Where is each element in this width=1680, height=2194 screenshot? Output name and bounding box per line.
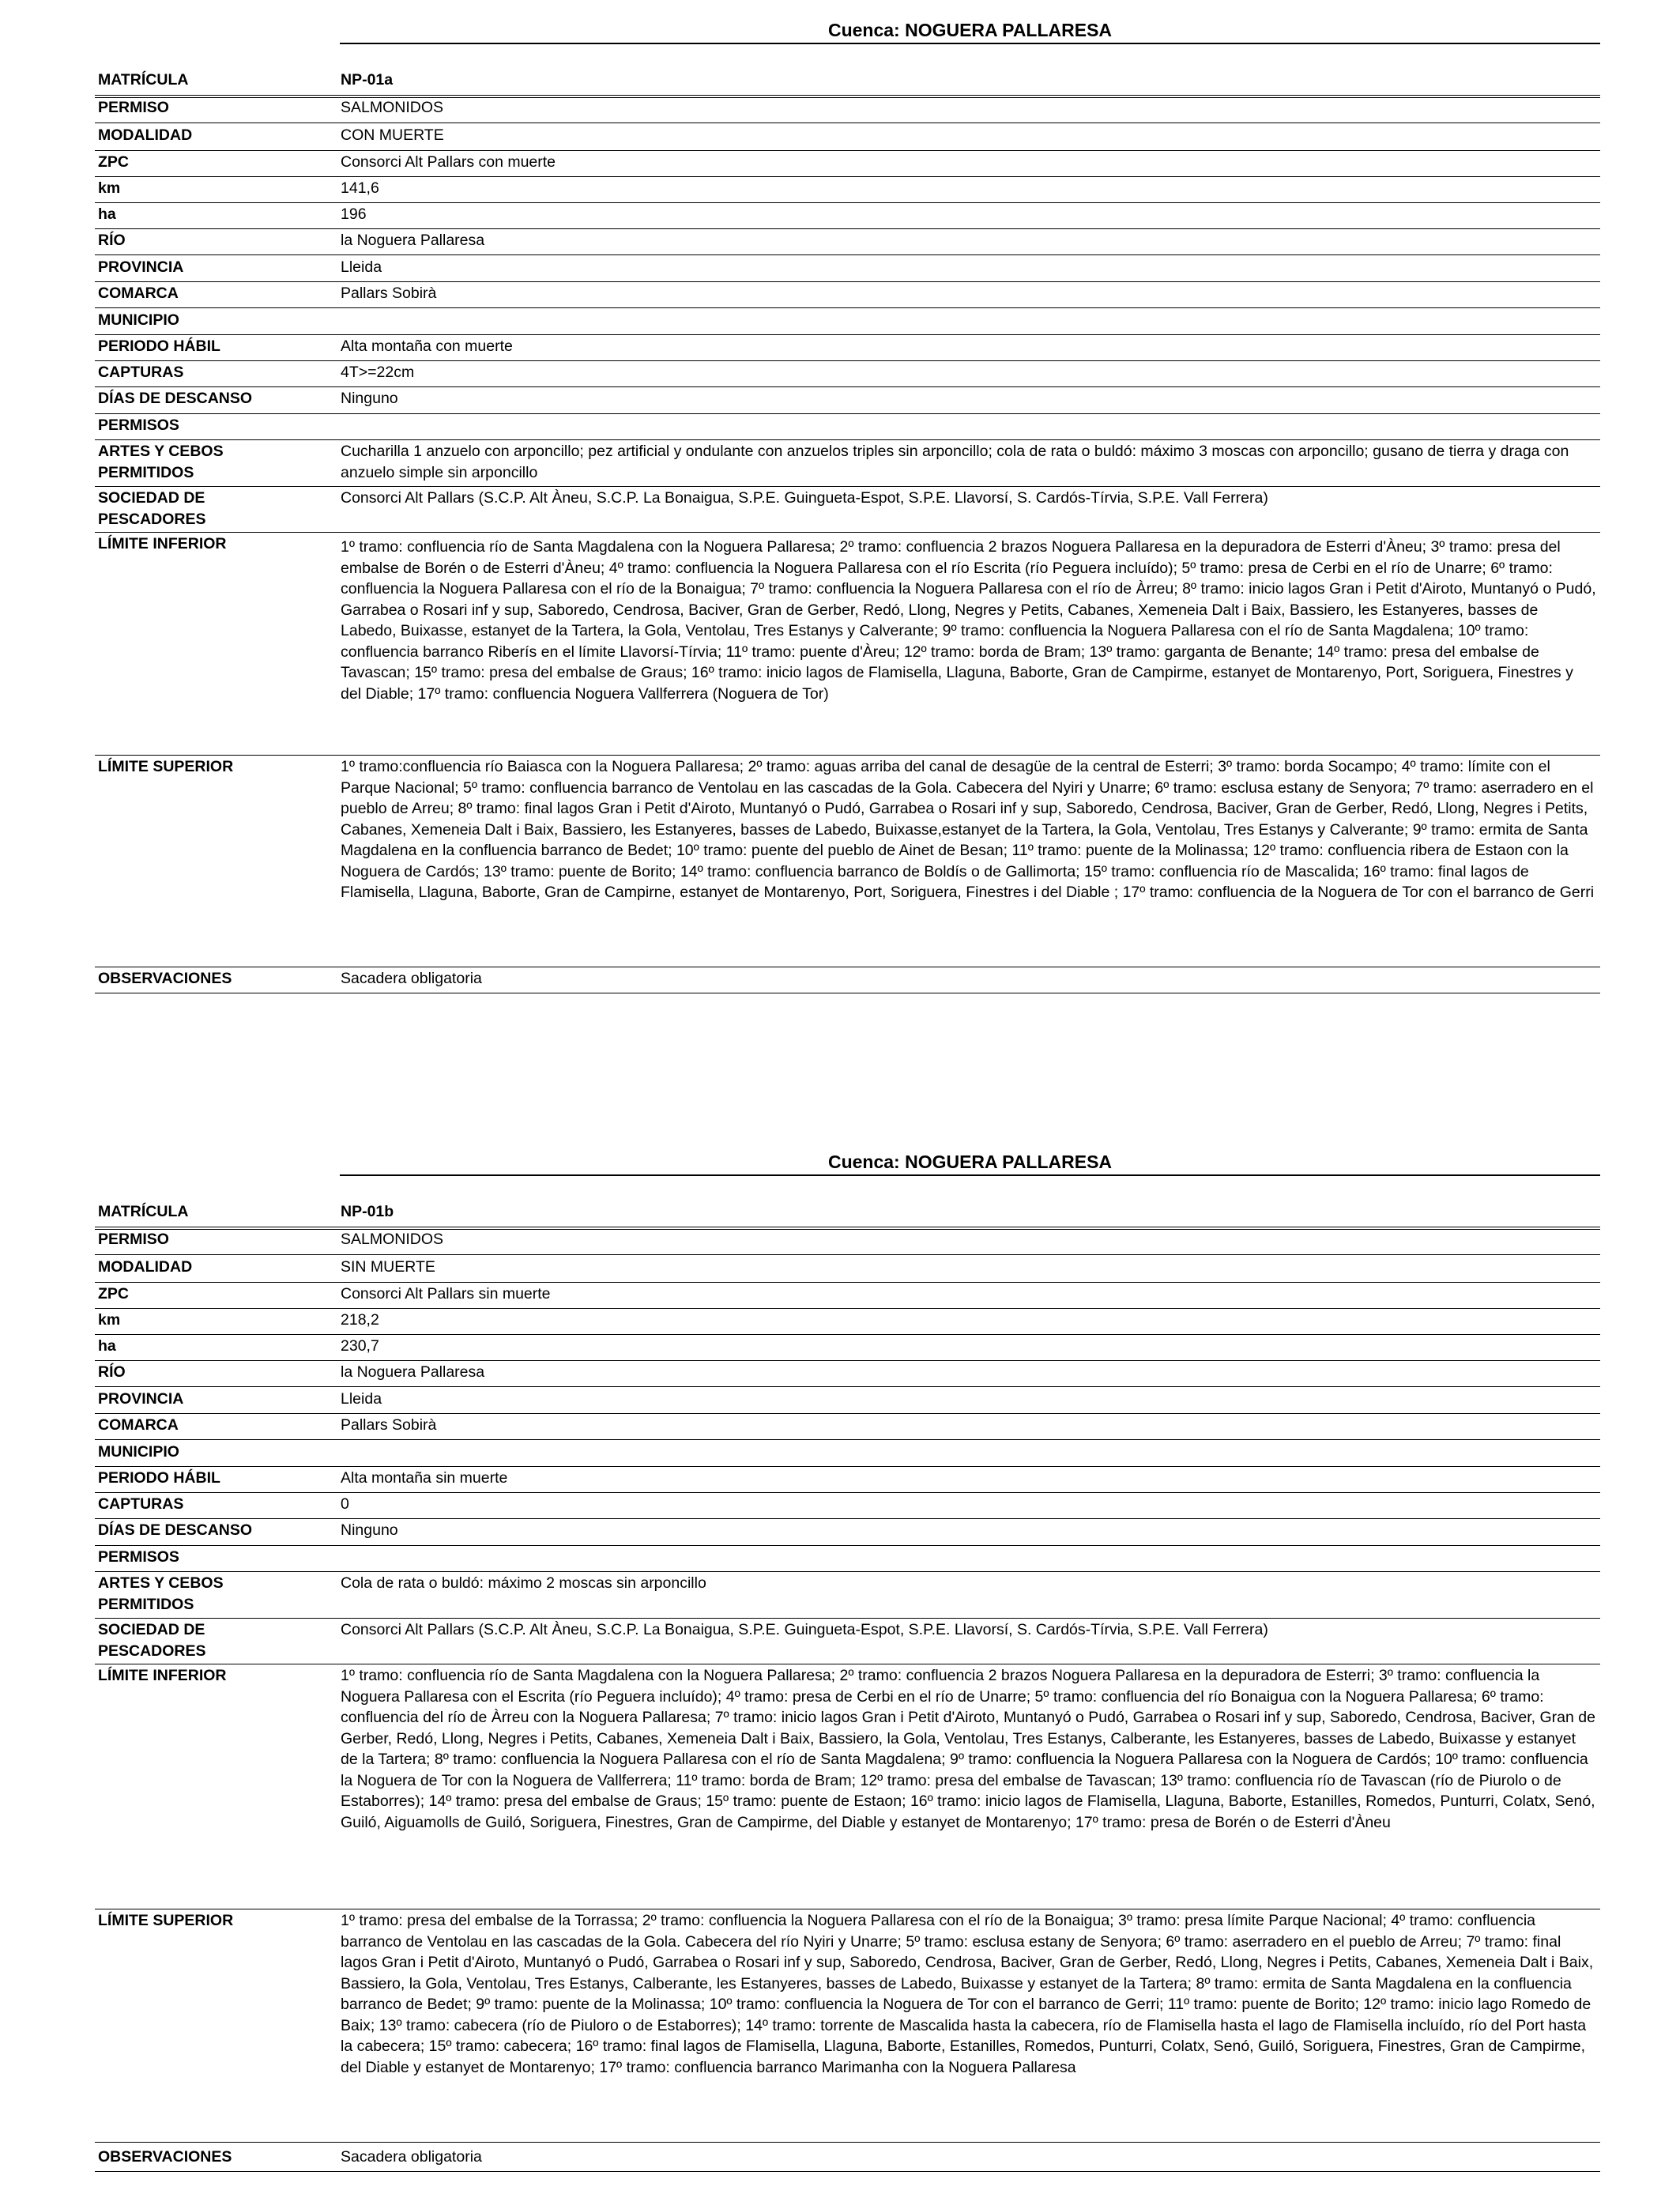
field-provincia xyxy=(95,1389,1600,1414)
field-label: PERMISO xyxy=(98,1231,169,1248)
field-value: Consorci Alt Pallars con muerte xyxy=(341,153,556,171)
field-label: MODALIDAD xyxy=(98,1258,193,1276)
field-limite-inferior xyxy=(95,1665,1600,1909)
field-label: ZPC xyxy=(98,1285,129,1302)
field-value: Pallars Sobirà xyxy=(341,1416,437,1434)
field-label: COMARCA xyxy=(98,1416,179,1434)
field-label: MUNICIPIO xyxy=(98,311,179,329)
field-label: MUNICIPIO xyxy=(98,1443,179,1461)
field-value: NP-01b xyxy=(341,1203,394,1220)
field-permisos xyxy=(95,415,1600,440)
field-label: RÍO xyxy=(98,1363,126,1381)
field-sociedad xyxy=(95,1619,1600,1664)
field-value: 230,7 xyxy=(341,1337,379,1355)
field-value: 141,6 xyxy=(341,179,379,197)
field-artes-cebos xyxy=(95,1573,1600,1619)
field-label: SOCIEDAD DE PESCADORES xyxy=(98,1621,206,1660)
field-label: PERIODO HÁBIL xyxy=(98,337,220,355)
field-permiso xyxy=(95,1229,1600,1255)
field-value: SALMONIDOS xyxy=(341,99,444,116)
field-label: ARTES Y CEBOS PERMITIDOS xyxy=(98,443,224,481)
field-label: ha xyxy=(98,205,116,223)
field-zpc xyxy=(95,1284,1600,1309)
field-limite-superior xyxy=(95,1910,1600,2143)
field-value: 4T>=22cm xyxy=(341,364,415,381)
field-value: Cola de rata o buldó: máximo 2 moscas sin arponcillo xyxy=(341,1574,706,1592)
field-label: OBSERVACIONES xyxy=(98,970,232,987)
field-ha xyxy=(95,1336,1600,1361)
field-value: Pallars Sobirà xyxy=(341,285,437,302)
field-municipio xyxy=(95,1442,1600,1467)
field-label: LÍMITE SUPERIOR xyxy=(98,1912,234,1929)
field-municipio xyxy=(95,310,1600,335)
field-label: LÍMITE INFERIOR xyxy=(98,1667,227,1684)
field-value: la Noguera Pallaresa xyxy=(341,1363,485,1381)
cuenca-rule xyxy=(340,43,1600,44)
field-observaciones xyxy=(95,968,1600,993)
field-value: 1º tramo: confluencia río de Santa Magdalena con la Noguera Pallaresa; 2º tramo: confluencia 2 brazos Noguera Pallaresa en la depuradora de Esterri d'Àneu; 3º tramo: presa del embalse de Borén o de Esterri d'Àneu; 4º tramo: confluencia la Noguera Pallaresa con el río Escrita (río Peguera incluído); 5º tramo: presa de Cerbi en el río de Unarre; 6º tramo: confluencia la Noguera Pallaresa con el río de la Bonaigua; 7º tramo: confluencia la Noguera Pallaresa con el río de Àrreu; 8º tramo: inicio lagos Gran i Petit d'Airoto, Muntanyó o Pudó, Garrabea o Rosari inf y sup, Saboredo, Cendrosa, Baciver, Gran de Gerber, Redó, Llong, Negres y Petits, Cabanes, Xemeneia Dalt i Baix, Bassiero, les Estanyeres, basses de Labedo, Buixasse, estanyet de la Tartera, la Gola, Ventolau, Tres Estanys y Calverante; 9º tramo: confluencia la Noguera Pallaresa con el río de Santa Magdalena; 10º tramo: confluencia barranco Riberís en el límite Llavorsí-Tírvia; 11º tramo: puente d'Àreu; 12º tramo: borda de Bram; 13º tramo: garganta de Benante; 14º tramo: presa del embalse de Tavascan; 15º tramo: presa del embalse de Graus; 16º tramo: inicio lagos de Flamisella, Llaguna, Baborte, Gran de Campirme, estanyet de Montarenyo, Port, Soriguera, Finestres y del Diable; 17º tramo: confluencia Noguera Vallferrera (Noguera de Tor) xyxy=(341,538,1596,703)
field-value: Lleida xyxy=(341,258,382,276)
field-value: Alta montaña sin muerte xyxy=(341,1469,508,1487)
field-value: Alta montaña con muerte xyxy=(341,337,513,355)
field-dias-descanso xyxy=(95,1520,1600,1546)
field-label: PERIODO HÁBIL xyxy=(98,1469,220,1487)
field-permisos xyxy=(95,1547,1600,1572)
field-label: LÍMITE SUPERIOR xyxy=(98,758,234,775)
field-label: ZPC xyxy=(98,153,129,171)
field-value: Consorci Alt Pallars sin muerte xyxy=(341,1285,551,1302)
field-limite-superior xyxy=(95,756,1600,967)
field-capturas xyxy=(95,1494,1600,1519)
field-label: PERMISOS xyxy=(98,1548,179,1566)
field-value: 1º tramo:confluencia río Baiasca con la Noguera Pallaresa; 2º tramo: aguas arriba del canal de desagüe de la central de Esterri; 3º tramo: borda Socampo; 4º tramo: límite con el Parque Nacional; 5º tramo: confluencia barranco de Ventolau en las cascadas de la Gola. Cabecera del Nyiri y Unarre; 6º tramo: esclusa estany de Senyora; 7º tramo: aserradero en el pueblo de Arreu; 8º tramo: final lagos Gran i Petit d'Airoto, Muntanyó o Pudó, Garrabea o Rosari inf y sup, Saboredo, Cendrosa, Baciver, Gran de Gerber, Redó, Llong, Negres i Petits, Cabanes, Xemeneia Dalt i Baix, Bassiero, les Estanyeres, basses de Labedo, Buixasse,estanyet de la Tartera, la Gola, Ventolau, Tres Estanys y Calverante; 9º tramo: ermita de Santa Magdalena en la confluencia barranco de Bedet; 10º tramo: puente del pueblo de Ainet de Besan; 11º tramo: puente de la Molinassa; 12º tramo: confluencia ribera de Estaon con la Noguera de Cardós; 13º tramo: puente de Borito; 14º tramo: confluencia barranco de Boldís o de Gallimorta; 15º tramo: confluencia río de Mascalida; 16º tramo: final lagos de Flamisella, Llaguna, Baborte, Gran de Campirne, estanyet de Montarenyo, Port, Soriguera, Finestres i del Diable ; 17º tramo: confluencia de la Noguera de Tor con el barranco de Gerri xyxy=(341,758,1595,901)
field-value: CON MUERTE xyxy=(341,126,444,144)
field-label: km xyxy=(98,179,121,197)
field-label: MODALIDAD xyxy=(98,126,193,144)
field-artes-cebos xyxy=(95,441,1600,487)
field-label: LÍMITE INFERIOR xyxy=(98,535,227,552)
field-label: RÍO xyxy=(98,232,126,249)
field-value: SIN MUERTE xyxy=(341,1258,435,1276)
field-label: DÍAS DE DESCANSO xyxy=(98,1521,253,1539)
field-km xyxy=(95,178,1600,203)
field-value: la Noguera Pallaresa xyxy=(341,232,485,249)
field-label: CAPTURAS xyxy=(98,364,184,381)
cuenca-title: Cuenca: NOGUERA PALLARESA xyxy=(827,20,1113,40)
field-label: SOCIEDAD DE PESCADORES xyxy=(98,489,206,528)
field-label: COMARCA xyxy=(98,285,179,302)
field-observaciones xyxy=(95,2147,1600,2172)
field-value: Lleida xyxy=(341,1390,382,1408)
field-rio xyxy=(95,230,1600,255)
field-limite-inferior xyxy=(95,533,1600,756)
field-comarca xyxy=(95,1415,1600,1440)
field-zpc xyxy=(95,152,1600,177)
field-dias-descanso xyxy=(95,388,1600,414)
field-modalidad xyxy=(95,1257,1600,1283)
field-value: 0 xyxy=(341,1495,349,1513)
field-label: PROVINCIA xyxy=(98,258,184,276)
field-sociedad xyxy=(95,488,1600,533)
field-value: 1º tramo: presa del embalse de la Torrassa; 2º tramo: confluencia la Noguera Pallaresa con el río de la Bonaigua; 3º tramo: presa límite Parque Nacional; 4º tramo: confluencia barranco de Ventolau en las cascadas de la Gola. Cabecera del río Nyiri y Unarre; 5º tramo: esclusa estany de Senyora; 6º tramo: aserradero en el pueblo de Arreu; 7º tramo: final lagos Gran i Petit d'Airoto, Muntanyó o Pudó, Garrabea o Rosari inf y sup, Saboredo, Cendrosa, Baciver, Gran de Gerber, Redó, Llong, Negres i Petits, Cabanes, Xemeneia Dalt i Baix, Bassiero, la Gola, Ventolau, Tres Estanys, Calberante, les Estanyeres, basses de Labedo, Buixasse y estanyet de la Tartera; 8º tramo: ermita de Santa Magdalena en la confluencia barranco de Bedet; 9º tramo: puente de la Molinassa; 10º tramo: confluencia la Noguera de Tor con el barranco de Gerri; 11º tramo: puente de Borito; 12º tramo: inicio lago Romedo de Baix; 13º tramo: cabecera (río de Piuloro o de Estaborres); 14º tramo: torrente de Mascalida hasta la cabecera, río de Flamisella hasta el lago de Flamisella incluído, río del Port hasta la cabecera; 15º tramo: cabecera; 16º tramo: final lagos de Flamisella, Llaguna, Baborte, Estanilles, Romedos, Punturri, Colatx, Senó, Guiló, Soriguera, Finestres, Gran de Campirme, del Diable y estanyet de Montarenyo; 17º tramo: confluencia barranco Marimanha con la Noguera Pallaresa xyxy=(341,1912,1594,2076)
field-value: Consorci Alt Pallars (S.C.P. Alt Àneu, S.C.P. La Bonaigua, S.P.E. Guingueta-Espot, S.P.E. Llavorsí, S. Cardós-Tírvia, S.P.E. Vall Ferrera) xyxy=(341,489,1268,507)
field-value: Ninguno xyxy=(341,1521,398,1539)
field-label: PERMISOS xyxy=(98,417,179,434)
field-label: MATRÍCULA xyxy=(98,71,189,89)
field-label: ARTES Y CEBOS PERMITIDOS xyxy=(98,1574,224,1613)
cuenca-title: Cuenca: NOGUERA PALLARESA xyxy=(827,1152,1113,1172)
field-value: Sacadera obligatoria xyxy=(341,970,482,987)
field-capturas xyxy=(95,362,1600,387)
field-matricula xyxy=(95,68,1600,98)
field-value: Consorci Alt Pallars (S.C.P. Alt Àneu, S.C.P. La Bonaigua, S.P.E. Guingueta-Espot, S.P.E. Llavorsí, S. Cardós-Tírvia, S.P.E. Vall Ferrera) xyxy=(341,1621,1268,1638)
field-value: Ninguno xyxy=(341,390,398,407)
field-value: NP-01a xyxy=(341,71,394,89)
field-rio xyxy=(95,1362,1600,1387)
field-ha xyxy=(95,204,1600,229)
field-label: PERMISO xyxy=(98,99,169,116)
field-value: Cucharilla 1 anzuelo con arponcillo; pez artificial y ondulante con anzuelos triples sin arponcillo; cola de rata o buldó: máximo 3 moscas con arponcillo; gusano de tierra y draga con anzuelo simple sin arponcillo xyxy=(341,443,1569,481)
field-modalidad xyxy=(95,125,1600,151)
field-label: MATRÍCULA xyxy=(98,1203,189,1220)
field-label: PROVINCIA xyxy=(98,1390,184,1408)
field-matricula xyxy=(95,1200,1600,1230)
cuenca-rule xyxy=(340,1174,1600,1176)
field-permiso xyxy=(95,97,1600,123)
field-km xyxy=(95,1310,1600,1335)
field-comarca xyxy=(95,283,1600,308)
field-value: Sacadera obligatoria xyxy=(341,2148,482,2166)
field-value: 1º tramo: confluencia río de Santa Magdalena con la Noguera Pallaresa; 2º tramo: confluencia 2 brazos Noguera Pallaresa en la depuradora de Esterri; 3º tramo: confluencia la Noguera Pallaresa con el Escrita (río Peguera incluído); 4º tramo: presa de Cerbi en el río de Unarre; 5º tramo: confluencia del río Bonaigua con la Noguera Pallaresa; 6º tramo: confluencia del río de Àrreu con la Noguera Pallaresa; 7º tramo: inicio lagos Gran i Petit d'Airoto, Muntanyó o Pudó, Garrabea o Rosari inf y sup, Saboredo, Cendrosa, Baciver, Gran de Gerber, Redó, Llong, Negres i Petits, Cabanes, Xemeneia Dalt i Baix, Bassiero, la Gola, Ventolau, Tres Estanys, Calberante, les Estanyeres, basses de Labedo, Buixasse y estanyet de la Tartera; 8º tramo: confluencia la Noguera Pallaresa con el río de Santa Magdalena; 9º tramo: confluencia la Noguera Pallaresa con la Noguera de Cardós; 10º tramo: confluencia la Noguera de Tor con la Noguera de Vallferrera; 11º tramo: borda de Bram; 12º tramo: presa del embalse de Tavascan; 13º tramo: confluencia río de Tavascan (río de Piurolo o de Estaborres); 14º tramo: presa del embalse de Graus; 15º tramo: puente de Estaon; 16º tramo: inicio lagos de Flamisella, Llaguna, Baborte, Estanilles, Romedos, Punturri, Colatx, Senó, Guiló, Aiguamolls de Guiló, Soriguera, Finestres, Gran de Campirme, del Diable y estanyet de Montarenyo; 17º tramo: presa de Borén o de Esterri d'Àneu xyxy=(341,1667,1595,1831)
field-label: DÍAS DE DESCANSO xyxy=(98,390,253,407)
field-value: 196 xyxy=(341,205,367,223)
field-label: OBSERVACIONES xyxy=(98,2148,232,2166)
field-label: ha xyxy=(98,1337,116,1355)
field-value: SALMONIDOS xyxy=(341,1231,444,1248)
field-periodo-habil xyxy=(95,1468,1600,1493)
field-provincia xyxy=(95,257,1600,282)
field-value: 218,2 xyxy=(341,1311,379,1329)
field-label: CAPTURAS xyxy=(98,1495,184,1513)
field-label: km xyxy=(98,1311,121,1329)
field-periodo-habil xyxy=(95,336,1600,361)
